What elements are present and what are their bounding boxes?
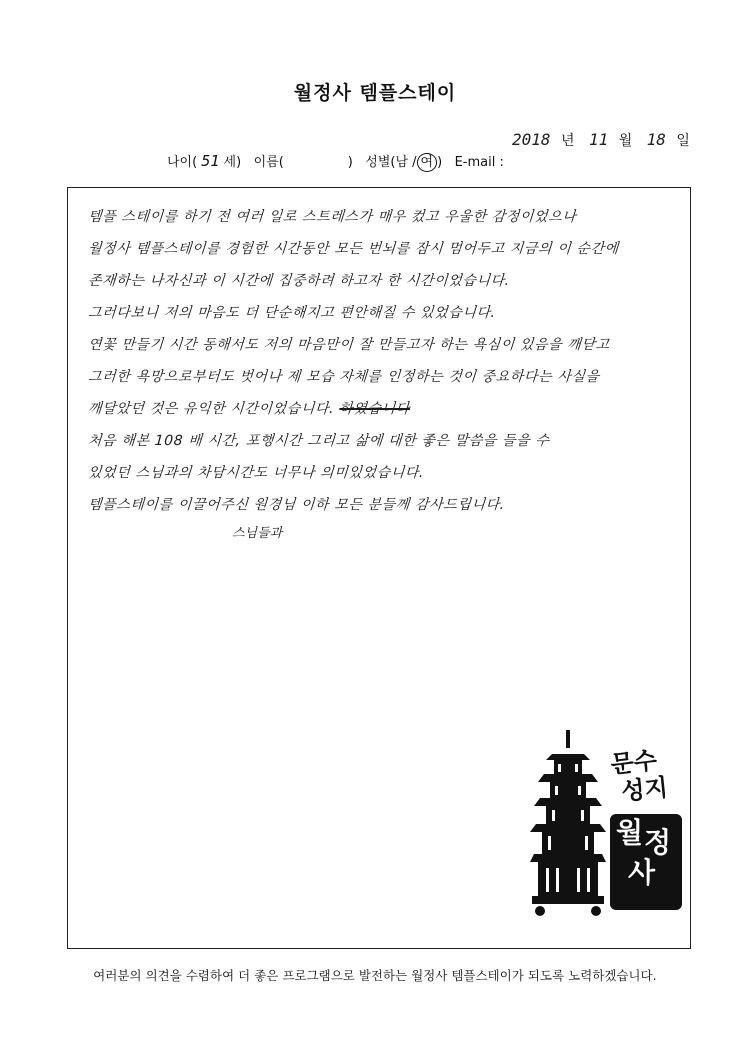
stamp-line2: 성지 xyxy=(620,773,670,806)
comment-line: 그러한 욕망으로부터도 벗어나 제 모습 자체를 인정하는 것이 중요하다는 사실을 xyxy=(87,369,601,385)
handwritten-comments xyxy=(88,202,668,522)
footer-note: 여러분의 의견을 수렴하여 더 좋은 프로그램으로 발전하는 월정사 템플스테이가 되도록 노력하겠습니다. xyxy=(93,968,657,983)
age-unit: 세) xyxy=(223,155,242,170)
comment-line-with-strike xyxy=(87,394,669,426)
age-label: 나이( xyxy=(167,155,198,170)
comment-line: 그러다보니 저의 마음도 더 단순해지고 편안해질 수 있었습니다. xyxy=(87,305,497,321)
email-label: E-mail : xyxy=(454,155,504,170)
seal-char: 사 xyxy=(628,856,656,889)
seal-char: 월 xyxy=(616,816,644,849)
date-row xyxy=(512,130,700,150)
gender-label: 성별(남 / xyxy=(365,155,417,170)
comment-line: 있었던 스님과의 차담시간도 너무나 의미있었습니다. xyxy=(87,465,425,481)
comment-line: 템플 스테이를 하기 전 여러 일로 스트레스가 매우 컸고 우울한 감정이었으나 xyxy=(87,209,577,225)
comment-line: 존재하는 나자신과 이 시간에 집중하려 하고자 한 시간이었습니다. xyxy=(87,273,511,289)
age-value: 51 xyxy=(201,152,220,170)
info-row xyxy=(167,151,504,172)
date-month: 11 xyxy=(588,130,609,149)
gender-selected: 여 xyxy=(417,153,438,172)
stamp-line1: 문수 xyxy=(609,746,659,779)
gender-close: ) xyxy=(437,155,443,170)
name-label: 이름( xyxy=(253,155,284,170)
date-month-unit: 월 xyxy=(618,133,633,149)
date-day-unit: 일 xyxy=(676,133,690,149)
form-title: 월정사 템플스테이 xyxy=(293,82,457,104)
stamp-text-top xyxy=(609,745,669,806)
name-close: ) xyxy=(347,155,353,170)
date-year-unit: 년 xyxy=(560,133,575,149)
temple-stamp xyxy=(530,728,690,922)
comment-line: 처음 해본 108 배 시간, 포행시간 그리고 삶에 대한 좋은 말씀을 들을 수 xyxy=(87,433,551,449)
comment-line: 템플스테이를 이끌어주신 원경님 이하 모든 분들께 감사드립니다. xyxy=(87,497,506,513)
struck-text: 하였습니다 xyxy=(338,401,411,417)
comment-text: 깨달았던 것은 유익한 시간이었습니다. xyxy=(87,401,335,417)
comment-line: 연꽃 만들기 시간 동해서도 저의 마음만이 잘 만들고자 하는 욕심이 있음을 깨닫고 xyxy=(87,337,611,353)
stamp-seal-text xyxy=(616,818,671,888)
comment-insertion-note: 스님들과 xyxy=(232,526,283,541)
seal-char: 정 xyxy=(644,826,672,859)
date-year: 2018 xyxy=(512,130,551,149)
date-day: 18 xyxy=(646,130,666,149)
comment-line: 월정사 템플스테이를 경험한 시간동안 모든 번뇌를 잠시 멈어두고 지금의 이 순간에 xyxy=(87,241,620,257)
